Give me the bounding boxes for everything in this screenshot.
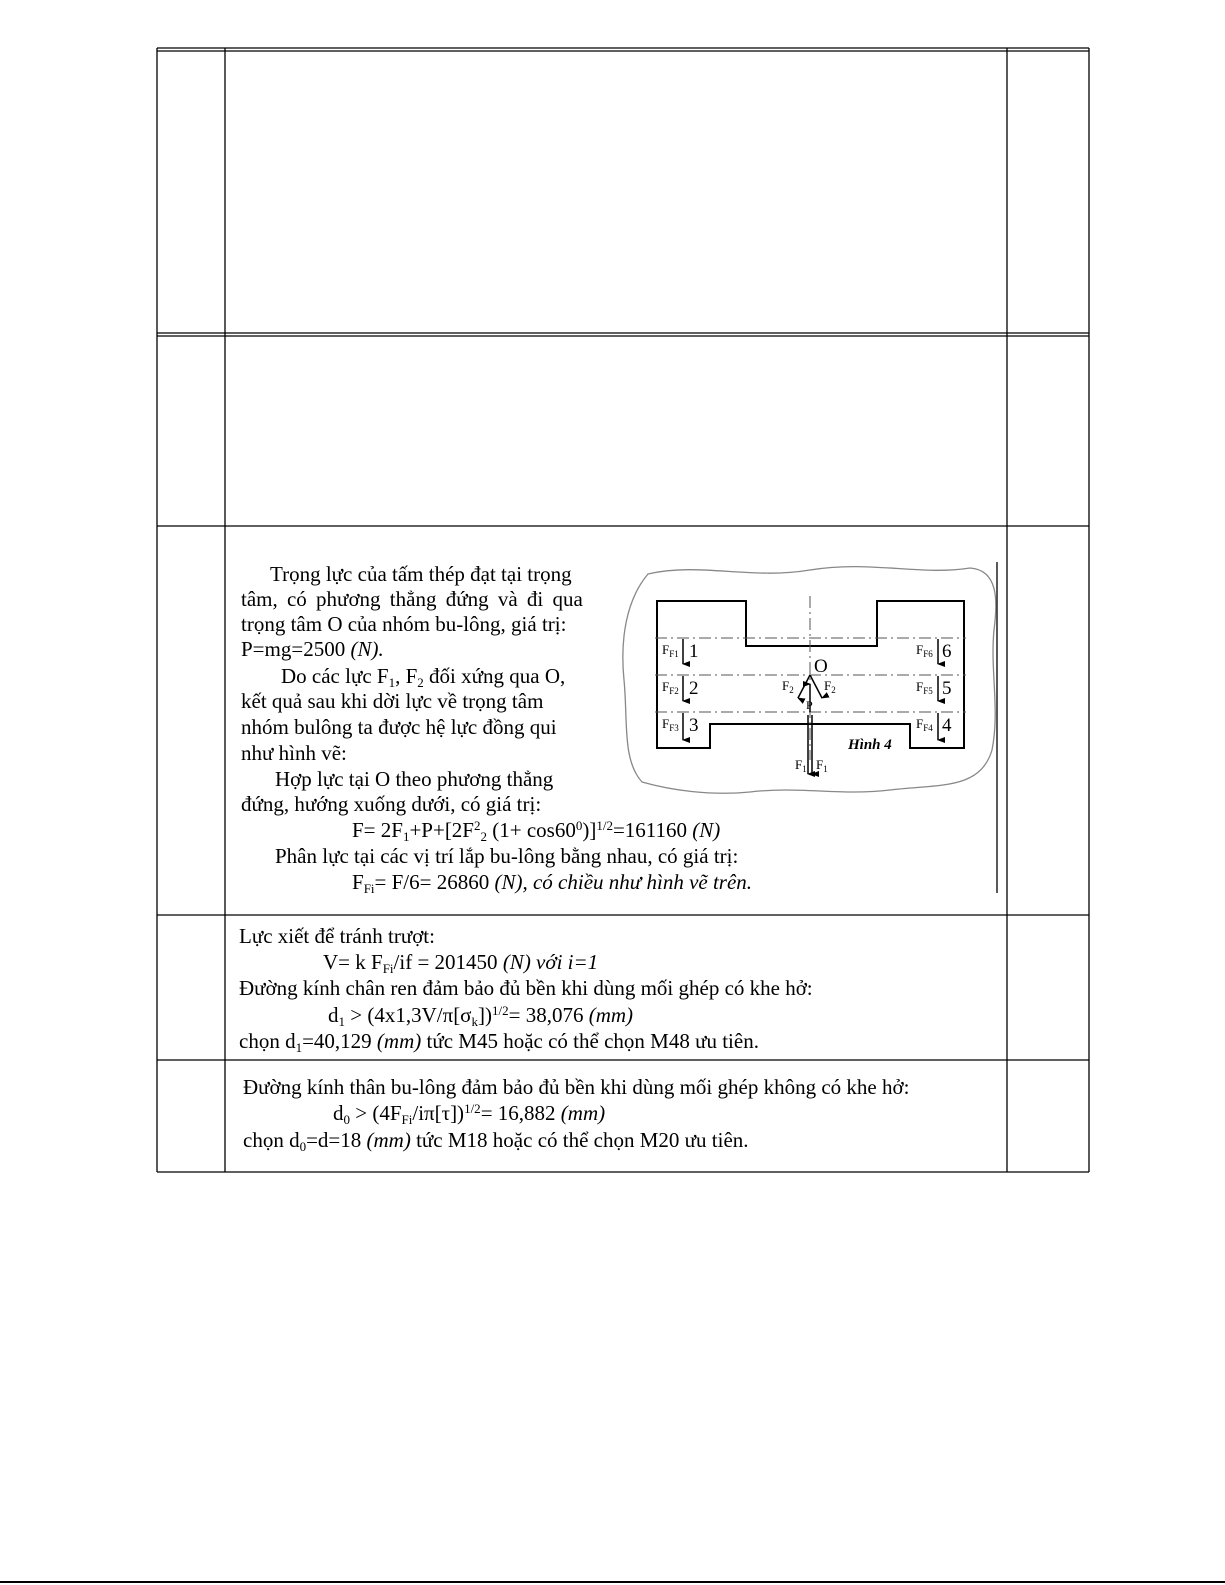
section3-line-11: Phân lực tại các vị trí lắp bu-lông bằng nhau, có giá trị: bbox=[275, 844, 739, 868]
sub: 1 bbox=[388, 675, 396, 690]
sup: 0 bbox=[575, 818, 583, 833]
sup: 1/2 bbox=[492, 1003, 509, 1018]
p-unit: (N). bbox=[350, 637, 384, 661]
text: d bbox=[328, 1003, 339, 1027]
text: , F bbox=[395, 664, 418, 688]
unit: (N) với i=1 bbox=[502, 950, 599, 974]
unit: (mm) bbox=[588, 1003, 634, 1027]
sub: 0 bbox=[343, 1112, 350, 1127]
text: =40,129 bbox=[302, 1029, 377, 1053]
unit: (mm) bbox=[376, 1029, 422, 1053]
bolt-force-label: $F_{F6}$ bbox=[916, 642, 933, 659]
section3-line-6: kết quả sau khi dời lực về trọng tâm bbox=[241, 689, 544, 713]
f2-left-label: $F_2$ bbox=[782, 678, 794, 695]
text: )] bbox=[582, 818, 597, 842]
equation-clamping-force bbox=[323, 950, 598, 975]
text: tức M18 hoặc có thể chọn M20 ưu tiên. bbox=[410, 1128, 749, 1152]
text: ]) bbox=[478, 1003, 493, 1027]
bolt-number: 1 bbox=[689, 641, 699, 662]
f2-right-label: $F_2$ bbox=[824, 678, 836, 695]
section4-line-1: Lực xiết để tránh trượt: bbox=[239, 924, 435, 948]
sub: 1 bbox=[338, 1014, 345, 1029]
f1-right-label: $F_1$ bbox=[816, 757, 828, 774]
section3-line-10: đứng, hướng xuống dưới, có giá trị: bbox=[241, 792, 542, 816]
sub: 1 bbox=[295, 1040, 303, 1055]
sub: 0 bbox=[299, 1139, 307, 1154]
bolt-number: 3 bbox=[689, 715, 699, 736]
text: Do các lực F bbox=[281, 664, 389, 688]
bolt-force-label: $F_{F3}$ bbox=[662, 716, 679, 733]
section3-line-2: tâm, có phương thẳng đứng và đi qua bbox=[241, 587, 583, 611]
section4-line-5 bbox=[239, 1029, 759, 1054]
section3-line-9: Hợp lực tại O theo phương thẳng bbox=[275, 767, 554, 791]
bolt-force-label: $F_{F5}$ bbox=[916, 679, 933, 696]
bolt-number: 6 bbox=[942, 641, 952, 662]
text: = F/6= 26860 bbox=[374, 870, 495, 894]
sup: 1/2 bbox=[464, 1101, 481, 1116]
bolt-number: 4 bbox=[942, 715, 952, 736]
sub: 2 bbox=[480, 829, 487, 844]
figure-caption: Hình 4 bbox=[848, 737, 892, 753]
text: = 16,882 bbox=[480, 1101, 561, 1125]
equation-resultant-force bbox=[352, 818, 720, 843]
section3-line-3: trọng tâm O của nhóm bu-lông, giá trị: bbox=[241, 612, 567, 636]
section4-line-3: Đường kính chân ren đảm bảo đủ bền khi dùng mối ghép có khe hở: bbox=[239, 976, 813, 1000]
text: tức M45 hoặc có thể chọn M48 ưu tiên. bbox=[421, 1029, 759, 1053]
sub: Fi bbox=[382, 961, 394, 976]
section3-line-1: Trọng lực của tấm thép đạt tại trọng bbox=[270, 562, 572, 586]
text: +P+[2F bbox=[409, 818, 474, 842]
sub: Fi bbox=[363, 881, 375, 896]
unit: (N) bbox=[692, 818, 721, 842]
text: =161160 bbox=[612, 818, 693, 842]
text: V= k F bbox=[323, 950, 383, 974]
equation-root-diameter bbox=[328, 1003, 633, 1028]
sub: 2 bbox=[417, 675, 424, 690]
equation-shank-diameter bbox=[333, 1101, 605, 1126]
text: d bbox=[333, 1101, 344, 1125]
text: đối xứng qua O, bbox=[423, 664, 566, 688]
sub: k bbox=[471, 1014, 479, 1029]
text: F= 2F bbox=[352, 818, 403, 842]
section5-line-3 bbox=[243, 1128, 749, 1153]
sup: 2 bbox=[474, 818, 481, 833]
text: /iπ[τ]) bbox=[412, 1101, 465, 1125]
text: chọn d bbox=[239, 1029, 296, 1053]
section3-line-7: nhóm bulông ta được hệ lực đồng qui bbox=[241, 715, 557, 739]
text: =d=18 bbox=[306, 1128, 367, 1152]
sub: 1 bbox=[402, 829, 410, 844]
center-label: O bbox=[814, 656, 828, 677]
bolt-force-label: $F_{F2}$ bbox=[662, 679, 679, 696]
equation-bolt-force bbox=[352, 870, 752, 895]
text: > (4x1,3V/π[σ bbox=[345, 1003, 472, 1027]
unit: (mm) bbox=[366, 1128, 411, 1152]
section5-line-1: Đường kính thân bu-lông đảm bảo đủ bền khi dùng mối ghép không có khe hở: bbox=[243, 1075, 910, 1099]
text: = 38,076 bbox=[508, 1003, 589, 1027]
section3-line-8: như hình vẽ: bbox=[241, 741, 347, 765]
section3-line-5 bbox=[281, 664, 565, 689]
text: F bbox=[352, 870, 364, 894]
bolt-force-label: $F_{F4}$ bbox=[916, 716, 933, 733]
f1-left-label: $F_1$ bbox=[795, 757, 807, 774]
sub: Fi bbox=[401, 1112, 413, 1127]
bolt-number: 2 bbox=[689, 678, 699, 699]
bolt-number: 5 bbox=[942, 678, 952, 699]
sup: 1/2 bbox=[596, 818, 613, 833]
section3-line-4 bbox=[241, 637, 384, 662]
page-bottom-rule bbox=[0, 1581, 1225, 1583]
unit: (mm) bbox=[560, 1101, 606, 1125]
text: /if = 201450 bbox=[393, 950, 503, 974]
p-value: P=mg=2500 bbox=[241, 637, 351, 661]
text: chọn d bbox=[243, 1128, 300, 1152]
text: (1+ cos60 bbox=[487, 818, 576, 842]
bolt-force-label: $F_{F1}$ bbox=[662, 642, 679, 659]
unit: (N), có chiều như hình vẽ trên. bbox=[494, 870, 753, 894]
p-label: P bbox=[806, 698, 813, 712]
figure-bolt-group bbox=[620, 560, 1000, 800]
text: > (4F bbox=[350, 1101, 402, 1125]
